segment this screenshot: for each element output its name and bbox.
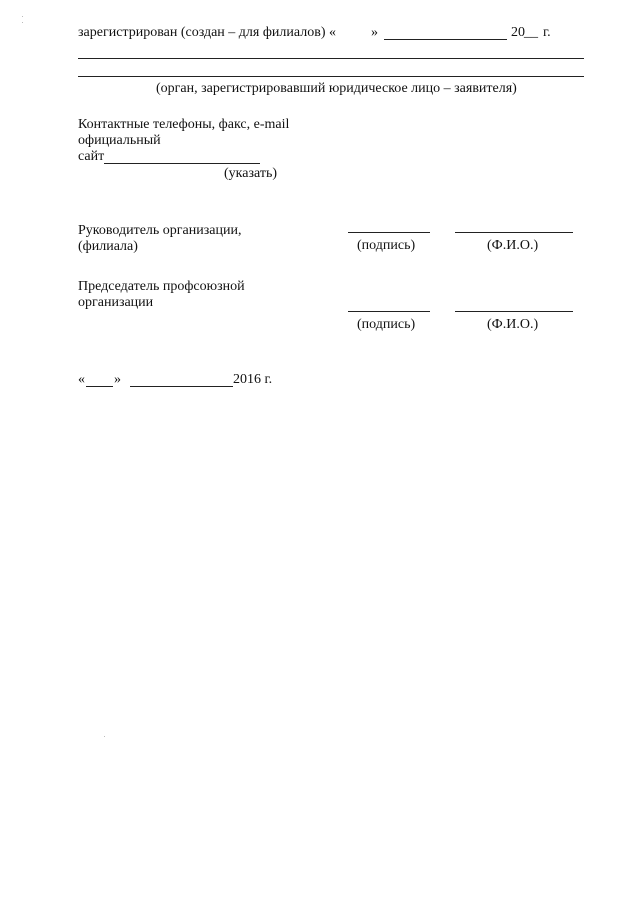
union-chair-name-caption: (Ф.И.О.) [487, 317, 539, 332]
union-chair-signature-field[interactable] [348, 311, 430, 312]
date-month-field[interactable] [130, 386, 233, 387]
organ-field-line-2[interactable] [78, 76, 584, 77]
organ-field-line-1[interactable] [78, 58, 584, 59]
union-chair-name-field[interactable] [455, 311, 573, 312]
registered-quote-close: » [371, 25, 378, 40]
registered-label: зарегистрирован (создан – для филиалов) « [78, 25, 336, 40]
date-quote-open: « [78, 372, 85, 387]
director-name-field[interactable] [455, 232, 573, 233]
director-label-line-2: (филиала) [78, 239, 138, 254]
scan-speck [104, 736, 105, 737]
year-suffix: г. [543, 25, 551, 40]
year-prefix: 20 [511, 25, 525, 40]
scan-speck [22, 16, 23, 17]
director-signature-caption: (подпись) [357, 238, 416, 253]
director-label-line-1: Руководитель организации, [78, 223, 242, 238]
organ-caption: (орган, зарегистрировавший юридическое лицо – заявителя) [156, 81, 517, 96]
date-year: 2016 г. [233, 372, 273, 387]
registered-month-field[interactable] [384, 39, 507, 40]
contacts-label-line-2: официальный [78, 133, 161, 148]
union-chair-signature-caption: (подпись) [357, 317, 416, 332]
contacts-label-line-3: сайт [78, 149, 105, 164]
union-chair-label-line-1: Председатель профсоюзной [78, 279, 245, 294]
director-signature-field[interactable] [348, 232, 430, 233]
contacts-hint: (указать) [224, 166, 278, 181]
union-chair-label-line-2: организации [78, 295, 154, 310]
scan-speck [22, 22, 23, 23]
director-name-caption: (Ф.И.О.) [487, 238, 539, 253]
date-quote-close: » [114, 372, 121, 387]
year-blank[interactable]: __ [524, 25, 538, 40]
date-day-field[interactable] [86, 386, 113, 387]
contacts-site-field[interactable] [104, 163, 260, 164]
contacts-label-line-1: Контактные телефоны, факс, e-mail [78, 117, 290, 132]
